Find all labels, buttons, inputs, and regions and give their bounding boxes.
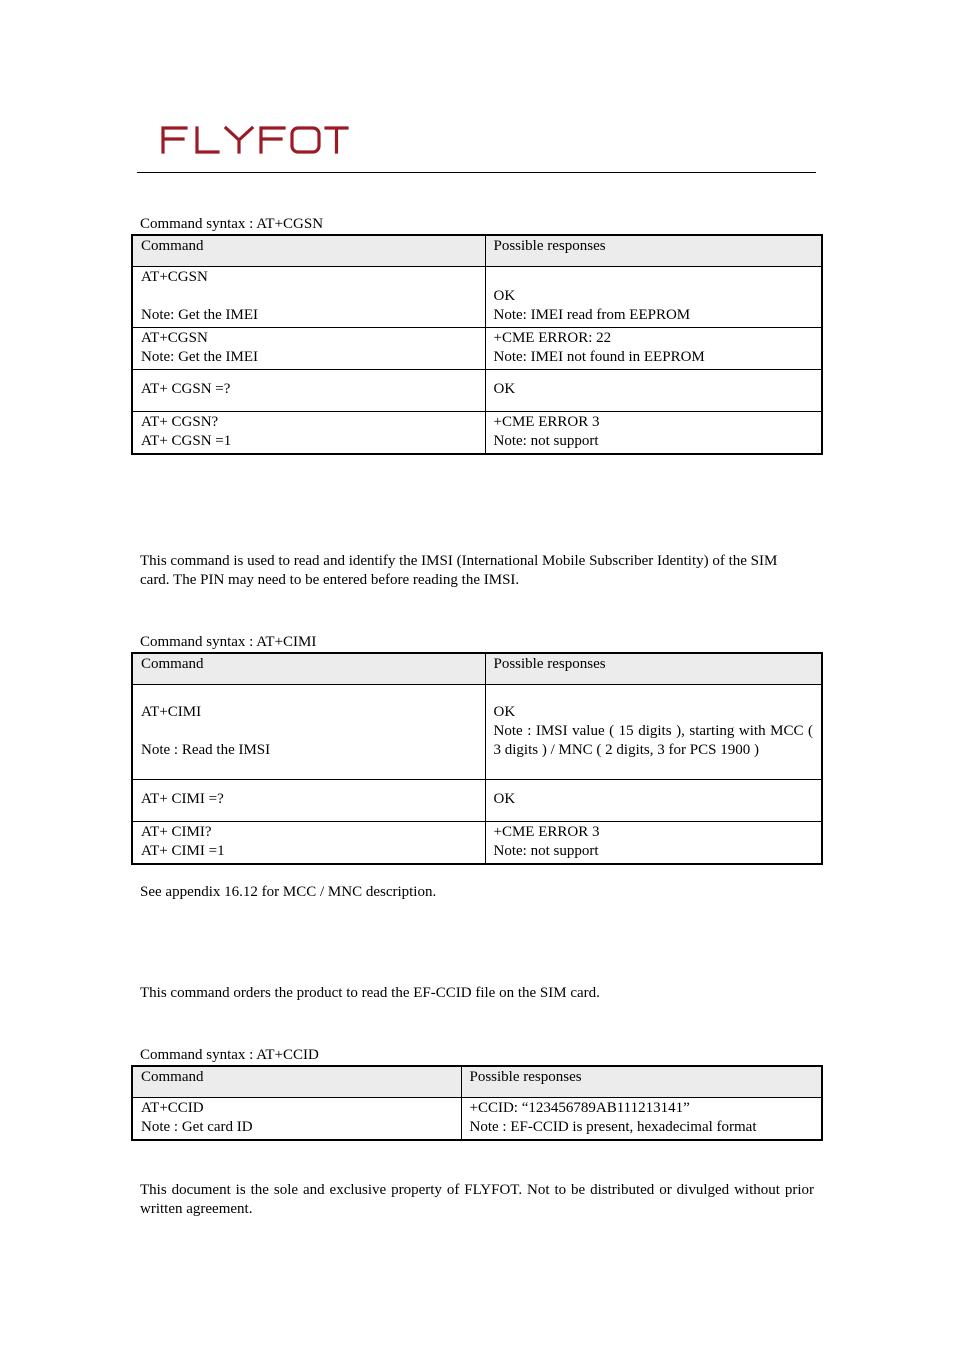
command-text: AT+ CGSN? — [141, 413, 219, 430]
response-note: Note : EF-CCID is present, hexadecimal format — [469, 1118, 757, 1135]
col-header-responses: Possible responses — [485, 235, 822, 266]
command-text: AT+ CGSN =1 — [141, 432, 232, 449]
ccid-command-table — [131, 1065, 823, 1141]
table-row — [132, 821, 822, 864]
appendix-reference: See appendix 16.12 for MCC / MNC description. — [140, 884, 437, 900]
col-header-command: Command — [132, 235, 485, 266]
flyfot-logo — [160, 122, 350, 158]
response-text: +CME ERROR: 22 — [493, 329, 612, 346]
response-text: OK — [493, 287, 516, 304]
col-header-responses: Possible responses — [485, 653, 822, 684]
response-text: OK — [493, 381, 516, 397]
command-note: Note : Get card ID — [141, 1118, 253, 1135]
cgsn-syntax-caption: Command syntax : AT+CGSN — [140, 216, 324, 232]
col-header-command: Command — [132, 1066, 461, 1097]
ccid-description: This command orders the product to read the EF-CCID file on the SIM card. — [140, 985, 600, 1001]
response-text: OK — [493, 791, 516, 807]
command-note: Note : Read the IMSI — [141, 741, 271, 758]
response-text: +CME ERROR 3 — [493, 413, 600, 430]
command-text: AT+ CIMI =? — [141, 791, 224, 807]
header-rule — [137, 172, 816, 173]
command-text: AT+ CIMI =1 — [141, 842, 225, 859]
ccid-syntax-caption: Command syntax : AT+CCID — [140, 1047, 319, 1063]
response-text: OK — [493, 703, 516, 720]
command-text: AT+CCID — [141, 1099, 204, 1116]
confidentiality-notice: This document is the sole and exclusive property of FLYFOT. Not to be distributed or divulged without prior written agreement. — [140, 1182, 814, 1217]
table-row — [132, 684, 822, 779]
command-text: AT+ CGSN =? — [141, 381, 231, 397]
response-note: Note: IMEI read from EEPROM — [493, 306, 691, 323]
command-note: Note: Get the IMEI — [141, 348, 259, 365]
cimi-description: This command is used to read and identify the IMSI (International Mobile Subscriber Identity) of the SIM card. The PIN may need to be entered before reading the IMSI. — [140, 553, 778, 588]
col-header-command: Command — [132, 653, 485, 684]
response-note: Note : IMSI value ( 15 digits ), starting with MCC ( 3 digits ) / MNC ( 2 digits, 3 for PCS 1900 ) — [493, 722, 813, 758]
table-row — [132, 1097, 822, 1140]
table-row — [132, 411, 822, 454]
response-text: +CME ERROR 3 — [493, 823, 600, 840]
response-note: Note: not support — [493, 842, 599, 859]
command-text: AT+ CIMI? — [141, 823, 212, 840]
table-row — [132, 369, 822, 411]
cgsn-command-table — [131, 234, 823, 455]
response-text: +CCID: “123456789AB111213141” — [469, 1099, 690, 1116]
col-header-responses: Possible responses — [461, 1066, 822, 1097]
command-note: Note: Get the IMEI — [141, 306, 259, 323]
response-note: Note: IMEI not found in EEPROM — [493, 348, 705, 365]
table-row — [132, 266, 822, 327]
cimi-command-table — [131, 652, 823, 865]
table-row — [132, 779, 822, 821]
response-note: Note: not support — [493, 432, 599, 449]
command-text: AT+CGSN — [141, 268, 208, 285]
cimi-syntax-caption: Command syntax : AT+CIMI — [140, 634, 317, 650]
table-row — [132, 327, 822, 369]
command-text: AT+CIMI — [141, 703, 202, 720]
command-text: AT+CGSN — [141, 329, 208, 346]
